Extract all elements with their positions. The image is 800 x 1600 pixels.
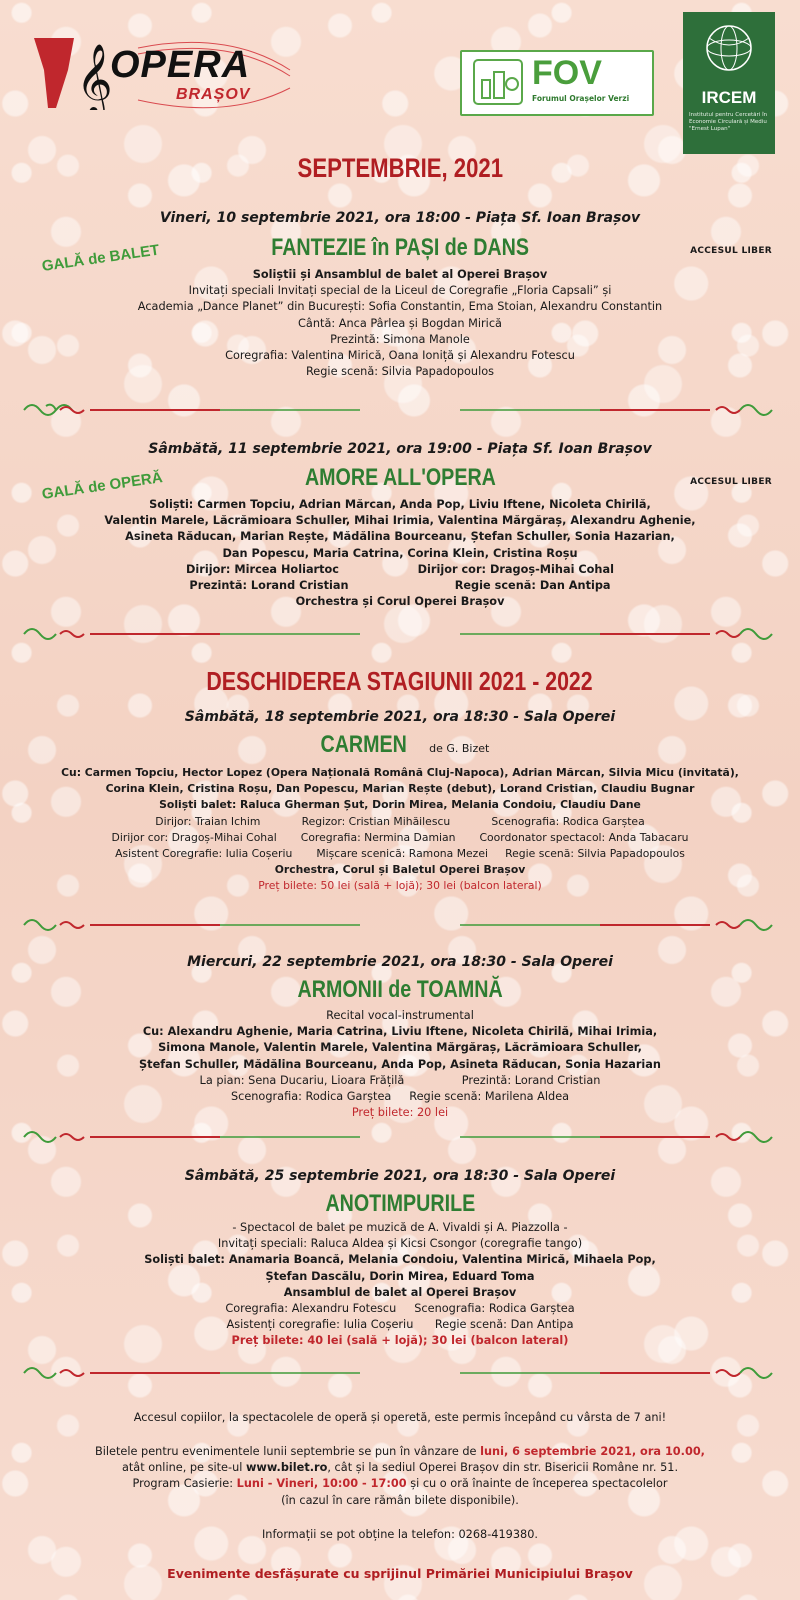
event-4-line: Simona Manole, Valentin Marele, Valentina Mărgăraș, Lăcrămioara Schuller, <box>158 1041 642 1055</box>
event-3-price: Preț bilete: 50 lei (sală + lojă); 30 lei (balcon lateral) <box>258 879 542 893</box>
event-3-line: Orchestra, Corul și Baletul Operei Brașov <box>274 863 526 877</box>
month-title: SEPTEMBRIE, 2021 <box>297 153 503 183</box>
event-4-line: La pian: Sena Ducariu, Lioara Frățilă Prezintă: Lorand Cristian <box>199 1073 601 1087</box>
event-5-price: Preț bilete: 40 lei (sală + lojă); 30 lei (balcon lateral) <box>231 1334 569 1348</box>
tickets-text: , cât și la sediul Operei Brașov din str. Bisericii Române nr. 51. <box>327 1461 679 1475</box>
event-3-title: CARMEN <box>320 731 407 758</box>
event-5-title: ANOTIMPURILE <box>325 1190 475 1217</box>
globe-icon <box>703 22 755 74</box>
tickets-line-2 <box>0 1460 800 1476</box>
event-2-line: Asineta Răducan, Marian Rește, Mădălina Bourceanu, Ștefan Schuller, Sonia Hazarian, <box>125 530 675 544</box>
event-2-line: Soliști: Carmen Topciu, Adrian Mărcan, Anda Pop, Liviu Iftene, Nicoleta Chirilă, <box>149 498 651 511</box>
fov-sub: Forumul Orașelor Verzi <box>532 94 630 103</box>
event-4-line: Recital vocal-instrumental <box>326 1009 474 1022</box>
event-2-line: Valentin Marele, Lăcrămioara Schuller, Mihai Irimia, Valentina Mărgăraș, Alexandru Aghenie, <box>104 514 696 528</box>
event-4-line: Cu: Alexandru Aghenie, Maria Catrina, Liviu Iftene, Nicoleta Chirilă, Mihai Irimia, <box>142 1025 658 1039</box>
event-4-line: Ștefan Schuller, Mădălina Bourceanu, Anda Pop, Asineta Răducan, Sonia Hazarian <box>139 1057 661 1071</box>
ircem-text: IRCEM <box>701 88 757 107</box>
event-4-line: Scenografia: Rodica Garștea Regie scenă: Marilena Aldea <box>230 1090 570 1104</box>
event-3-details <box>0 765 800 895</box>
event-1-category: GALĂ de BALET <box>40 241 161 275</box>
event-3-line: Soliști balet: Raluca Gherman Șut, Dorin Mirea, Melania Condoiu, Claudiu Dane <box>159 798 641 812</box>
event-5-line: Coregrafia: Alexandru Fotescu Scenografia: Rodica Garștea <box>225 1302 575 1316</box>
event-1-line: Soliștii și Ansamblul de balet al Operei Brașov <box>252 268 548 281</box>
event-5-line: Invitați speciali: Raluca Aldea și Kicsi Csongor (coregrafie tango) <box>217 1237 583 1251</box>
event-3-line: Corina Klein, Cristina Roșu, Dan Popescu, Marian Rește (debut), Lorand Cristian, Claudiu Bugnar <box>105 782 695 796</box>
event-1-line: Coregrafia: Valentina Mirică, Oana Ioniță și Alexandru Fotescu <box>225 349 575 363</box>
city-icon <box>472 58 524 106</box>
ornament-divider <box>20 1127 780 1147</box>
event-4-title-wrap <box>0 976 800 1004</box>
season-title-wrap <box>0 666 800 697</box>
event-1-line: Cântă: Anca Pârlea și Bogdan Mirică <box>298 316 502 330</box>
event-2-details <box>0 497 800 610</box>
event-2-access: ACCESUL LIBER <box>690 477 772 487</box>
event-2-category: GALĂ de OPERĂ <box>40 469 164 503</box>
event-3-line: Cu: Carmen Topciu, Hector Lopez (Opera Națională Română Cluj-Napoca), Adrian Mărcan, Silvia Micu (invitată), <box>61 766 739 779</box>
phone-info: Informații se pot obține la telefon: 0268-419380. <box>261 1528 539 1541</box>
event-4-price: Preț bilete: 20 lei <box>351 1106 449 1120</box>
event-5-details <box>0 1220 800 1350</box>
support-note: Evenimente desfășurate cu sprijinul Primăriei Municipiului Brașov <box>167 1566 633 1581</box>
opera-logo-sub: BRAȘOV <box>176 86 251 103</box>
fov-logo <box>460 50 654 116</box>
ornament-divider <box>20 1363 780 1383</box>
event-5-line: Ștefan Dascălu, Dorin Mirea, Eduard Toma <box>265 1269 535 1283</box>
children-note: Accesul copiilor, la spectacolele de operă și operetă, este permis începând cu vârsta de 7 ani! <box>133 1411 667 1424</box>
event-5-date: Sâmbătă, 25 septembrie 2021, ora 18:30 - Sala Operei <box>184 1168 616 1184</box>
tickets-line-3 <box>0 1476 800 1492</box>
ircem-logo <box>683 12 775 154</box>
event-2-line: Prezintă: Lorand Cristian Regie scenă: Dan Antipa <box>189 579 611 593</box>
event-4-date: Miercuri, 22 septembrie 2021, ora 18:30 - Sala Operei <box>187 954 613 970</box>
event-1-date: Vineri, 10 septembrie 2021, ora 18:00 - Piața Sf. Ioan Brașov <box>159 210 641 226</box>
event-1-line: Academia „Dance Planet” din București: Sofia Constantin, Ema Stoian, Alexandru Constantin <box>137 300 663 314</box>
event-3-date: Sâmbătă, 18 septembrie 2021, ora 18:30 - Sala Operei <box>184 709 616 725</box>
event-2-title: AMORE ALL'OPERA <box>304 464 496 491</box>
tickets-info <box>0 1444 800 1509</box>
tickets-text: și cu o oră înainte de începerea spectacolelor <box>406 1477 668 1491</box>
ornament-divider <box>20 624 780 644</box>
event-3-composer: de G. Bizet <box>429 742 490 755</box>
tickets-line-4: (în cazul în care rămân bilete disponibile). <box>281 1493 519 1507</box>
event-4-title: ARMONII de TOAMNĂ <box>297 976 503 1003</box>
tickets-line-1 <box>0 1444 800 1460</box>
event-5-line: Asistenți coregrafie: Iulia Coșeriu Regie scenă: Dan Antipa <box>226 1318 574 1332</box>
event-1-title-wrap <box>0 234 800 262</box>
event-1-access: ACCESUL LIBER <box>690 246 772 256</box>
event-3-title-wrap <box>0 731 800 759</box>
opera-brasov-logo <box>28 30 298 110</box>
ornament-divider <box>20 915 780 935</box>
event-5-line: - Spectacol de balet pe muzică de A. Vivaldi și A. Piazzolla - <box>232 1221 568 1234</box>
event-3-line: Dirijor: Traian Ichim Regizor: Cristian Mihăilescu Scenografia: Rodica Garștea <box>155 814 645 828</box>
event-3-line: Asistent Coregrafie: Iulia Coșeriu Mișcare scenică: Ramona Mezei Regie scenă: Silvia Papadopoulos <box>115 847 685 861</box>
event-1-line: Regie scenă: Silvia Papadopoulos <box>305 365 495 379</box>
event-2-line: Orchestra și Corul Operei Brașov <box>295 595 505 609</box>
opera-logo-text: OPERA <box>110 44 251 86</box>
season-title: DESCHIDEREA STAGIUNII 2021 - 2022 <box>206 666 594 696</box>
tickets-text: Program Casierie: <box>132 1477 237 1491</box>
event-1-title: FANTEZIE în PAȘI de DANS <box>271 234 529 261</box>
event-2-title-wrap <box>0 464 800 492</box>
ircem-sub: Institutul pentru Cercetări în Economie Circulară și Mediu "Ernest Lupan" <box>689 112 768 132</box>
ornament-divider <box>20 400 780 420</box>
event-3-line: Dirijor cor: Dragoș-Mihai Cohal Coregrafia: Nermina Damian Coordonator spectacol: Anda Tabacaru <box>111 830 689 844</box>
event-2-line: Dirijor: Mircea Holiartoc Dirijor cor: Dragoș-Mihai Cohal <box>186 562 614 576</box>
event-1-line: Prezintă: Simona Manole <box>330 332 470 346</box>
event-1-line: Invitați speciali Invitați special de la Liceul de Coregrafie „Floria Capsali” și <box>188 284 612 298</box>
tickets-text: Biletele pentru evenimentele lunii septembrie se pun în vânzare de <box>95 1445 481 1458</box>
tickets-text: atât online, pe site-ul <box>121 1461 246 1475</box>
event-2-line: Dan Popescu, Maria Catrina, Corina Klein, Cristina Roșu <box>222 546 578 560</box>
fov-text: FOV <box>532 54 602 92</box>
event-5-title-wrap <box>0 1190 800 1218</box>
event-4-details <box>0 1008 800 1121</box>
cashier-hours: Luni - Vineri, 10:00 - 17:00 <box>236 1477 407 1491</box>
event-1-details <box>0 267 800 380</box>
event-5-line: Soliști balet: Anamaria Boancă, Melania Condoiu, Valentina Mirică, Mihaela Pop, <box>144 1253 656 1267</box>
tickets-start-date: luni, 6 septembrie 2021, ora 10.00, <box>480 1445 705 1458</box>
month-title-wrap <box>0 153 800 184</box>
event-5-line: Ansamblul de balet al Operei Brașov <box>283 1285 517 1299</box>
svg-text:𝄞: 𝄞 <box>76 42 113 110</box>
bilet-ro-link[interactable]: www.bilet.ro <box>245 1461 328 1475</box>
event-2-date: Sâmbătă, 11 septembrie 2021, ora 19:00 - Piața Sf. Ioan Brașov <box>148 441 652 457</box>
